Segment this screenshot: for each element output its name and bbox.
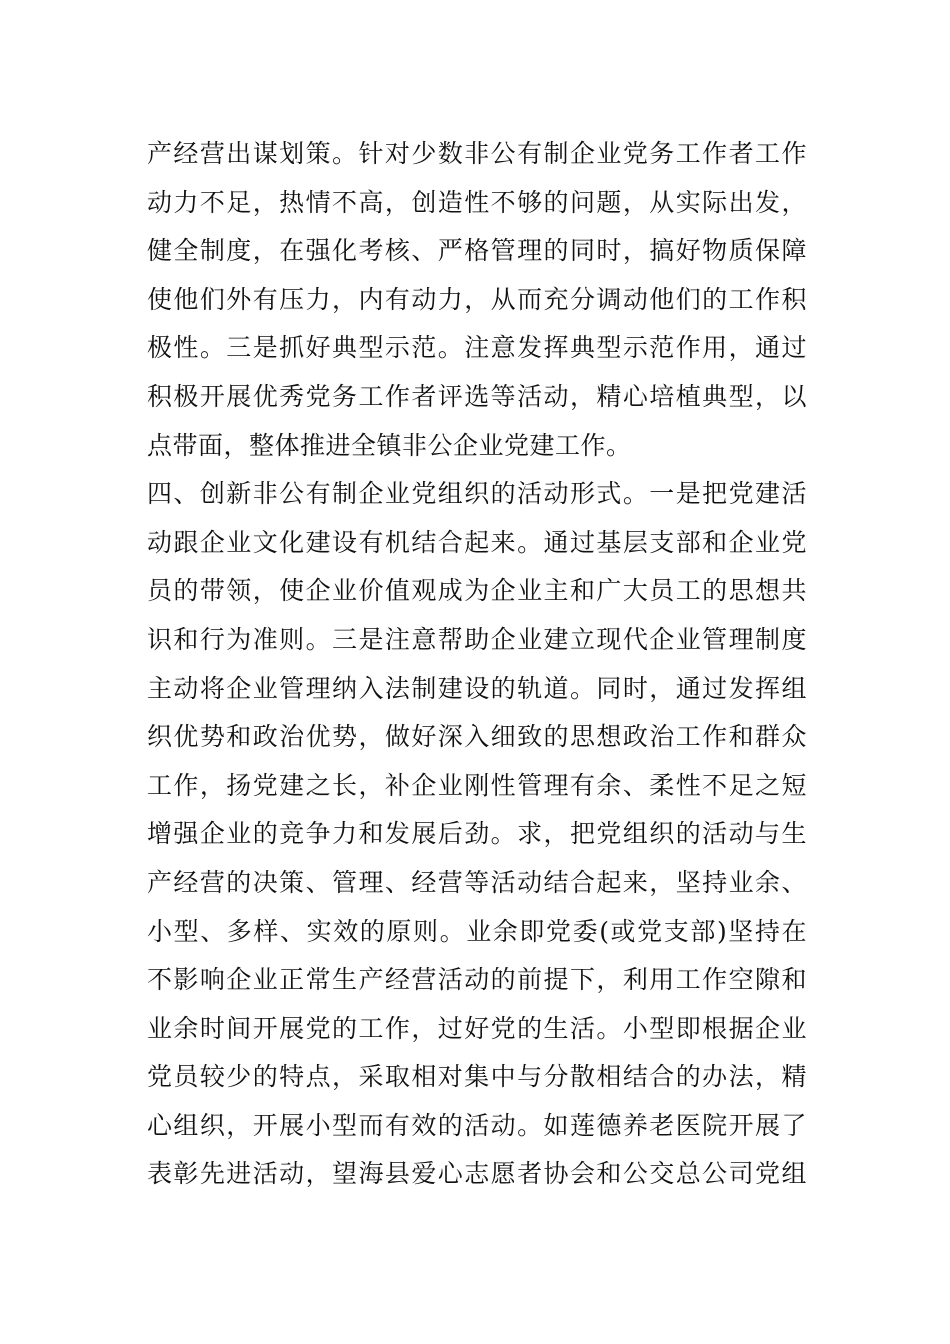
text-line: 织优势和政治优势，做好深入细致的思想政治工作和群众 — [147, 722, 807, 752]
text-line: 工作，扬党建之长，补企业刚性管理有余、柔性不足之短 — [147, 770, 807, 800]
text-line: 增强企业的竞争力和发展后劲。求，把党组织的活动与生 — [147, 819, 807, 849]
text-line: 表彰先进活动，望海县爱心志愿者协会和公交总公司党组 — [147, 1159, 807, 1189]
text-line: 动跟企业文化建设有机结合起来。通过基层支部和企业党 — [147, 527, 807, 557]
text-line: 主动将企业管理纳入法制建设的轨道。同时，通过发挥组 — [147, 673, 807, 703]
text-line: 党员较少的特点，采取相对集中与分散相结合的办法，精 — [147, 1062, 807, 1092]
text-line: 识和行为准则。三是注意帮助企业建立现代企业管理制度 — [147, 624, 807, 654]
text-line: 健全制度，在强化考核、严格管理的同时，搞好物质保障 — [147, 236, 807, 266]
text-line: 四、创新非公有制企业党组织的活动形式。一是把党建活 — [147, 479, 807, 509]
text-line: 积极开展优秀党务工作者评选等活动，精心培植典型，以 — [147, 381, 807, 411]
text-line: 小型、多样、实效的原则。业余即党委(或党支部)坚持在 — [147, 916, 807, 946]
text-line: 产经营的决策、管理、经营等活动结合起来，坚持业余、 — [147, 867, 807, 897]
text-line: 心组织，开展小型而有效的活动。如莲德养老医院开展了 — [147, 1110, 807, 1140]
text-line: 使他们外有压力，内有动力，从而充分调动他们的工作积 — [147, 284, 807, 314]
text-line: 动力不足，热情不高，创造性不够的问题，从实际出发， — [147, 187, 807, 217]
text-line: 员的带领，使企业价值观成为企业主和广大员工的思想共 — [147, 576, 807, 606]
text-line: 极性。三是抓好典型示范。注意发挥典型示范作用，通过 — [147, 333, 807, 363]
text-line: 产经营出谋划策。针对少数非公有制企业党务工作者工作 — [147, 139, 807, 168]
body-text — [147, 130, 807, 1199]
text-line: 不影响企业正常生产经营活动的前提下，利用工作空隙和 — [147, 965, 807, 995]
text-line: 点带面，整体推进全镇非公企业党建工作。 — [147, 430, 632, 460]
text-line: 业余时间开展党的工作，过好党的生活。小型即根据企业 — [147, 1013, 807, 1043]
